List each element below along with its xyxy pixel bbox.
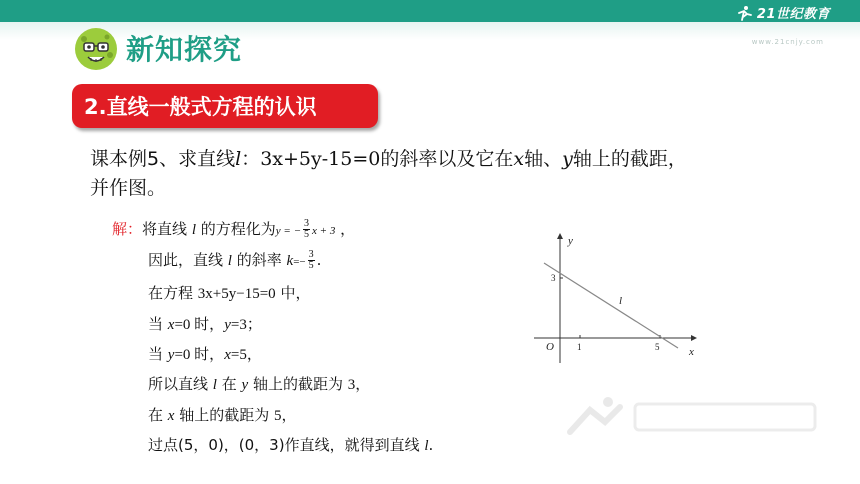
solution-line-7 — [148, 404, 297, 425]
solution-text: 在方程 — [148, 284, 194, 302]
problem-var-l: l — [235, 148, 242, 170]
problem-equation: 3x+5y-15=0 — [260, 148, 381, 170]
problem-text: 轴、 — [524, 148, 563, 170]
problem-text: 的斜率以及它在 — [380, 148, 514, 170]
line-label-l: l — [619, 295, 623, 307]
brand-logo — [735, 3, 830, 22]
var-l: l — [424, 438, 429, 454]
var-l: l — [191, 222, 196, 238]
value: 5 — [274, 408, 282, 424]
solution-text: 中， — [280, 284, 311, 302]
value: 3 — [347, 377, 356, 393]
topic-banner-text: 2.直线一般式方程的认识 — [84, 95, 317, 119]
fraction-numerator: 3 — [304, 218, 310, 229]
solution-text: 所以直线 — [148, 375, 209, 393]
solution-line-5 — [148, 343, 262, 364]
solution-text: 因此，直线 — [148, 251, 224, 269]
var-x: x — [167, 317, 175, 333]
problem-var-x: x — [513, 148, 525, 170]
problem-colon: ： — [241, 148, 261, 170]
problem-text: 课本例5、求直线 — [90, 148, 236, 170]
solution-text: . — [316, 251, 322, 269]
fraction-denominator: 5 — [304, 229, 310, 240]
tick-label-y3: 3 — [551, 273, 556, 283]
var-k: k — [286, 253, 294, 269]
tick-label-x1: 1 — [577, 342, 582, 352]
var-x: x — [167, 408, 175, 424]
fraction — [308, 250, 315, 271]
solution-text: 轴上的截距为 — [179, 406, 270, 424]
solution-line-1 — [112, 218, 355, 240]
problem-statement — [90, 145, 790, 203]
equation-part: x + 3 — [312, 225, 336, 237]
fraction-denominator: 5 — [308, 260, 314, 271]
axis-label-y: y — [568, 235, 573, 247]
brand-url: www.21cnjy.com — [751, 38, 824, 46]
runner-icon — [735, 5, 753, 21]
solution-text: 过点(5，0)，(0，3)作直线，就得到直线 — [148, 436, 420, 454]
problem-var-y: y — [562, 148, 573, 170]
solution-text: 的方程化为 — [200, 220, 276, 238]
origin-label: O — [546, 341, 554, 353]
var-l: l — [212, 377, 217, 393]
equation: 3x+5y−15=0 — [197, 286, 276, 302]
var-y: y — [241, 377, 249, 393]
solution-text: ， — [340, 220, 356, 238]
watermark-icon — [560, 392, 830, 452]
solution-text: 当 — [148, 315, 164, 333]
solution-text: 的斜率 — [236, 251, 282, 269]
line-graph — [526, 228, 706, 368]
solution-text: ， — [281, 406, 297, 424]
solution-line-4 — [148, 313, 262, 334]
solution-text: =5， — [230, 347, 262, 363]
solution-text: . — [428, 436, 434, 454]
var-l: l — [227, 253, 232, 269]
solution-line-8 — [148, 434, 433, 455]
solution-text: =3； — [230, 317, 262, 333]
var-y: y — [167, 347, 175, 363]
solution-text: =0 时， — [174, 347, 225, 363]
axis-label-x: x — [689, 346, 694, 358]
solution-text: ， — [355, 375, 371, 393]
top-bar — [0, 0, 860, 22]
tick-label-x5: 5 — [655, 342, 660, 352]
fraction — [303, 219, 310, 240]
problem-text: 轴上的截距， — [572, 148, 687, 170]
solution-text: 轴上的截距为 — [253, 375, 344, 393]
topic-banner — [72, 84, 378, 128]
equation-part: =− — [293, 256, 306, 268]
solution-line-2 — [148, 249, 321, 271]
solution-line-6 — [148, 373, 370, 394]
fraction-numerator: 3 — [308, 249, 314, 260]
mascot-icon — [72, 25, 120, 73]
solution-text: 将直线 — [142, 220, 188, 238]
solution-text: 在 — [221, 375, 237, 393]
solution-line-3 — [148, 282, 310, 303]
line-l — [544, 263, 678, 348]
section-title: 新知探究 — [126, 33, 243, 66]
var-x: x — [224, 347, 231, 363]
var-y: y — [224, 317, 231, 333]
equation-part: y = − — [275, 225, 302, 237]
solution-label: 解： — [112, 220, 143, 238]
solution-text: =0 时， — [174, 317, 225, 333]
solution-text: 当 — [148, 345, 164, 363]
problem-text: 并作图。 — [90, 177, 167, 199]
solution-text: 在 — [148, 406, 164, 424]
brand-text: 21世纪教育 — [756, 7, 830, 22]
